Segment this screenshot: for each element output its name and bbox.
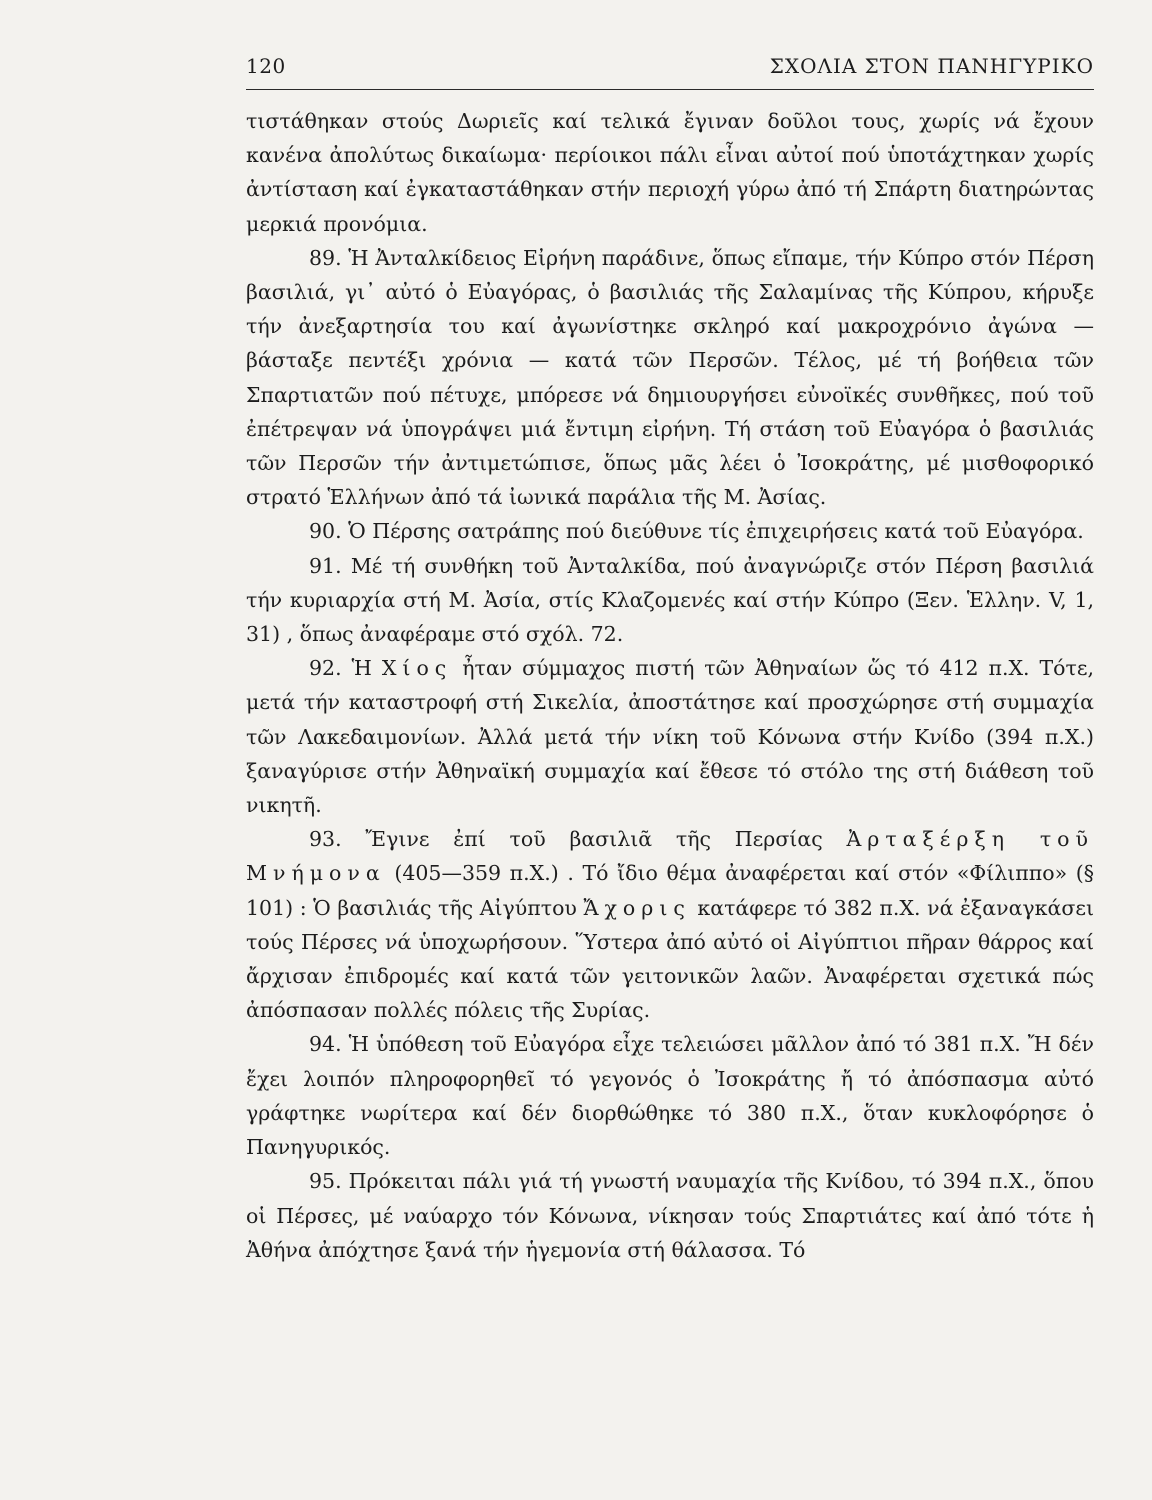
note-93 (246, 822, 1094, 1027)
note-92-lead: 92. Ἡ (309, 656, 382, 681)
note-92-emphasis: Χίος (381, 656, 453, 681)
running-title: ΣΧΟΛΙΑ ΣΤΟΝ ΠΑΝΗΓΥΡΙΚΟ (769, 54, 1094, 78)
page-number: 120 (246, 54, 286, 78)
note-89: 89. Ἡ Ἀνταλκίδειος Εἰρήνη παράδινε, ὅπως εἴπαμε, τήν Κύπρο στόν Πέρση βασιλιά, γι᾽ αὐτό ὁ Εὐαγόρας, ὁ βασιλιάς τῆς Σαλαμίνας τῆς Κύπρου, κήρυξε τήν ἀνεξαρτησία του καί ἀγωνίστηκε σκληρό καί μακροχρόνιο ἀγώνα — βάσταξε πεντέξι χρόνια — κατά τῶν Περσῶν. Τέλος, μέ τή βοήθεια τῶν Σπαρτιατῶν πού πέτυχε, μπόρεσε νά δημιουργήσει εὐνοϊκές συνθῆκες, πού τοῦ ἐπέτρεψαν νά ὑπογράψει μιά ἔντιμη εἰρήνη. Τή στάση τοῦ Εὐαγόρα ὁ βασιλιάς τῶν Περσῶν τήν ἀντιμετώπισε, ὅπως μᾶς λέει ὁ Ἰσοκράτης, μέ μισθοφορικό στρατό Ἑλλήνων ἀπό τά ἰωνικά παράλια τῆς Μ. Ἀσίας. (246, 245, 1094, 510)
note-95: 95. Πρόκειται πάλι γιά τή γνωστή ναυμαχία τῆς Κνίδου, τό 394 π.Χ., ὅπου οἱ Πέρσες, μέ ναύαρχο τόν Κόνωνα, νίκησαν τούς Σπαρτιάτες καί ἀπό τότε ἡ Ἀθήνα ἀπόχτησε ξανά τήν ἡγεμονία στή θάλασσα. Τό (246, 1169, 1094, 1262)
page-header (246, 50, 1094, 84)
note-92-body: ἦταν σύμμαχος πιστή τῶν Ἀθηναίων ὥς τό 412 π.Χ. Τότε, μετά τήν καταστροφή στή Σικελία, ἀποστάτησε καί προσχώρησε στή συμμαχία τῶν Λακεδαιμονίων. Ἀλλά μετά τήν νίκη τοῦ Κόνωνα στήν Κνίδο (394 π.Χ.) ξαναγύρισε στήν Ἀθηναϊκή συμμαχία καί ἔθεσε τό στόλο της στή διάθεση τοῦ νικητῆ. (246, 656, 1094, 818)
note-91: 91. Μέ τή συνθήκη τοῦ Ἀνταλκίδα, πού ἀναγνώριζε στόν Πέρση βασιλιά τήν κυριαρχία στή Μ. Ἀσία, στίς Κλαζομενές καί στήν Κύπρο (Ξεν. Ἑλλην. V, 1, 31) , ὅπως ἀναφέραμε στό σχόλ. 72. (246, 553, 1094, 647)
note-93-middle: (405—359 π.Χ.) . Τό ἴδιο θέμα ἀναφέρεται καί στόν «Φίλιππο» (§ 101) : Ὁ βασιλιάς τῆς Αἰγύπτου (246, 861, 1094, 920)
note-93-lead: 93. Ἔγινε ἐπί τοῦ βασιλιᾶ τῆς Περσίας (309, 827, 847, 852)
header-rule (246, 89, 1094, 90)
note-93-emphasis-king: Ἀρταξέρξη τοῦ Μνήμονα (246, 827, 1094, 886)
note-92 (246, 651, 1094, 822)
notes-text (246, 104, 1094, 1267)
note-93-body: κατάφερε τό 382 π.Χ. νά ἐξαναγκάσει τούς Πέρσες νά ὑποχωρήσουν. Ὕστερα ἀπό αὐτό οἱ Αἰγύπτιοι πῆραν θάρρος καί ἄρχισαν ἐπιδρομές καί κατά τῶν γειτονικῶν λαῶν. Ἀναφέρεται σχετικά πώς ἀπόσπασαν πολλές πόλεις τῆς Συρίας. (246, 895, 1094, 1023)
note-94: 94. Ἡ ὑπόθεση τοῦ Εὐαγόρα εἶχε τελειώσει μᾶλλον ἀπό τό 381 π.Χ. Ἤ δέν ἔχει λοιπόν πληροφορηθεῖ τό γεγονός ὁ Ἰσοκράτης ἤ τό ἀπόσπασμα αὐτό γράφτηκε νωρίτερα καί δέν διορθώθηκε τό 380 π.Χ., ὅταν κυκλοφόρησε ὁ Πανηγυρικός. (246, 1032, 1094, 1160)
continuation-paragraph: τιστάθηκαν στούς Δωριεῖς καί τελικά ἔγιναν δοῦλοι τους, χωρίς νά ἔχουν κανένα ἀπολύτως δικαίωμα· περίοικοι πάλι εἶναι αὐτοί πού ὑποτάχτηκαν χωρίς ἀντίσταση καί ἐγκαταστάθηκαν στήν περιοχή γύρω ἀπό τή Σπάρτη διατηρώντας μερκιά προνόμια. (246, 109, 1094, 236)
note-90: 90. Ὁ Πέρσης σατράπης πού διεύθυνε τίς ἐπιχειρήσεις κατά τοῦ Εὐαγόρα. (309, 519, 1084, 544)
note-93-emphasis-achoris: Ἄχορις (583, 895, 691, 920)
